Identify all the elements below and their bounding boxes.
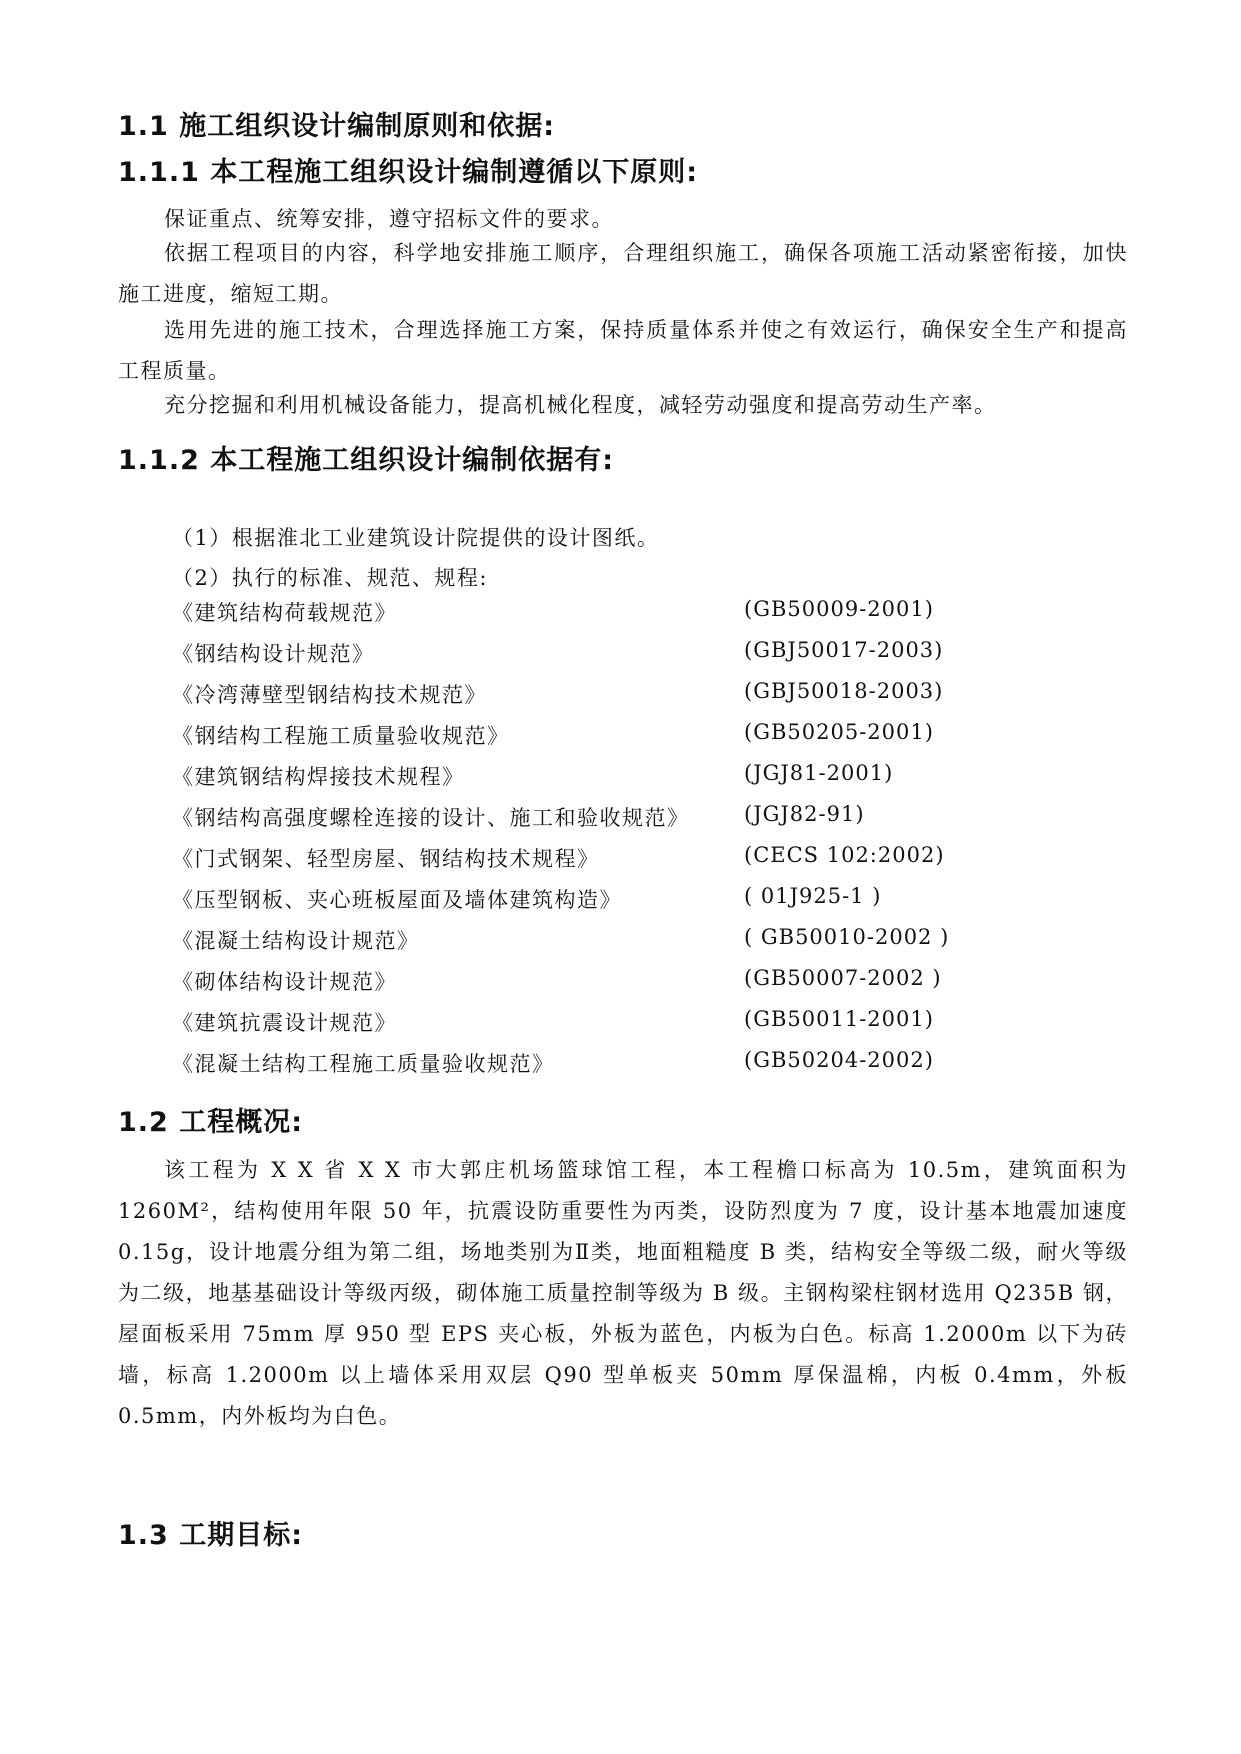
- heading-1-1-1: 1.1.1 本工程施工组织设计编制遵循以下原则:: [118, 157, 699, 188]
- standard-code: (JGJ82-91): [744, 802, 865, 826]
- standard-name: 《钢结构高强度螺栓连接的设计、施工和验收规范》: [172, 806, 690, 830]
- standard-name: 《冷湾薄壁型钢结构技术规范》: [172, 683, 487, 707]
- standard-code: (GBJ50018-2003): [744, 679, 944, 703]
- standard-row: [172, 761, 932, 802]
- standard-row: [172, 802, 932, 843]
- standard-row: [172, 679, 944, 720]
- standard-row: [172, 1007, 932, 1048]
- heading-1-1: 1.1 施工组织设计编制原则和依据:: [118, 111, 556, 142]
- heading-1-1-2: 1.1.2 本工程施工组织设计编制依据有:: [118, 445, 615, 476]
- standard-code: (JGJ81-2001): [744, 761, 894, 785]
- standard-code: (GB50011-2001): [744, 1007, 934, 1031]
- standard-name: 《门式钢架、轻型房屋、钢结构技术规程》: [172, 847, 600, 871]
- overview-paragraph: 该工程为 X X 省 X X 市大郭庄机场篮球馆工程，本工程檐口标高为 10.5m，建筑面积为 1260M²，结构使用年限 50 年，抗震设防重要性为丙类，设防烈度为 7 度，设计基本地震加速度 0.15g，设计地震分组为第二组，场地类别为Ⅱ类，地面粗糙度 B 类，结构安全等级二级，耐火等级为二级，地基基础设计等级丙级，砌体施工质量控制等级为 B 级。主钢构梁柱钢材选用 Q235B 钢，屋面板采用 75mm 厚 950 型 EPS 夹心板，外板为蓝色，内板为白色。标高 1.2000m 以下为砖墙，标高 1.2000m 以上墙体采用双层 Q90 型单板夹 50mm 厚保温棉，内板 0.4mm，外板 0.5mm，内外板均为白色。: [118, 1158, 1128, 1428]
- standard-row: [172, 597, 932, 638]
- standard-row: [172, 1048, 932, 1089]
- heading-1-2: 1.2 工程概况:: [118, 1107, 304, 1138]
- principle-paragraph-1: 保证重点、统筹安排，遵守招标文件的要求。: [164, 207, 614, 231]
- basis-item-2: （2）执行的标准、规范、规程:: [172, 566, 488, 590]
- standard-code: (GBJ50017-2003): [744, 638, 944, 662]
- standard-code: (GB50204-2002): [744, 1048, 934, 1072]
- standard-name: 《砌体结构设计规范》: [172, 970, 397, 994]
- standard-row: [172, 925, 950, 966]
- standard-row: [172, 884, 932, 925]
- principle-paragraph-2: 依据工程项目的内容，科学地安排施工顺序，合理组织施工，确保各项施工活动紧密衔接，加快施工进度，缩短工期。: [118, 241, 1128, 306]
- standard-name: 《建筑抗震设计规范》: [172, 1011, 397, 1035]
- standard-code: (GB50007-2002 ): [744, 966, 942, 990]
- standard-code: (GB50009-2001): [744, 597, 934, 621]
- standard-name: 《建筑结构荷载规范》: [172, 601, 397, 625]
- standard-code: ( GB50010-2002 ): [744, 925, 950, 949]
- heading-1-3: 1.3 工期目标:: [118, 1520, 304, 1551]
- standard-name: 《混凝土结构设计规范》: [172, 929, 420, 953]
- standard-name: 《压型钢板、夹心班板屋面及墙体建筑构造》: [172, 888, 622, 912]
- standard-row: [172, 843, 945, 884]
- standard-row: [172, 966, 942, 1007]
- principle-paragraph-3: 选用先进的施工技术，合理选择施工方案，保持质量体系并使之有效运行，确保安全生产和提高工程质量。: [118, 318, 1128, 383]
- standard-name: 《钢结构设计规范》: [172, 642, 375, 666]
- standard-code: (CECS 102:2002): [744, 843, 945, 867]
- principle-paragraph-4: 充分挖掘和利用机械设备能力，提高机械化程度，减轻劳动强度和提高劳动生产率。: [164, 393, 997, 417]
- basis-item-1: （1）根据淮北工业建筑设计院提供的设计图纸。: [172, 526, 660, 550]
- standard-name: 《钢结构工程施工质量验收规范》: [172, 724, 510, 748]
- standard-code: ( 01J925-1 ): [744, 884, 882, 908]
- standard-name: 《建筑钢结构焊接技术规程》: [172, 765, 465, 789]
- standard-code: (GB50205-2001): [744, 720, 934, 744]
- standard-name: 《混凝土结构工程施工质量验收规范》: [172, 1052, 555, 1076]
- standard-row: [172, 638, 944, 679]
- standard-row: [172, 720, 932, 761]
